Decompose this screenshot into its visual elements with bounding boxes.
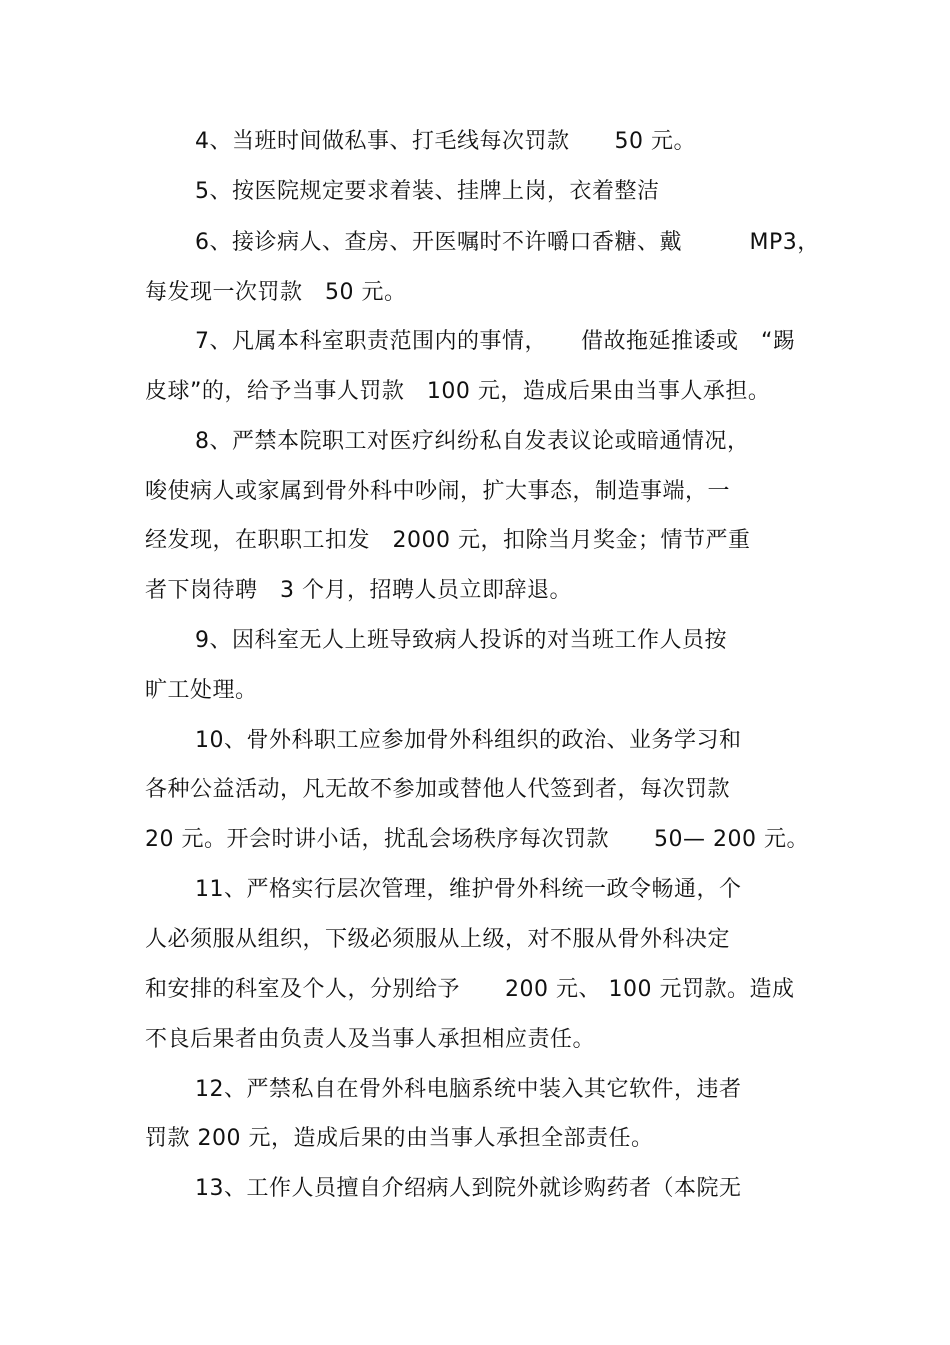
text-line: 不良后果者由负责人及当事人承担相应责任。 bbox=[145, 1027, 596, 1052]
text-line: 和安排的科室及个人，分别给予 200 元、 100 元罚款。造成 bbox=[145, 977, 795, 1002]
text-line: 20 元。开会时讲小话，扰乱会场秩序每次罚款 50— 200 元。 bbox=[145, 827, 809, 852]
text-line: 每发现一次罚款 50 元。 bbox=[145, 280, 407, 305]
text-line: 罚款 200 元，造成后果的由当事人承担全部责任。 bbox=[145, 1126, 654, 1151]
text-line: 12、严禁私自在骨外科电脑系统中装入其它软件，违者 bbox=[195, 1077, 742, 1102]
text-line: 7、凡属本科室职责范围内的事情， 借故拖延推诿或 “踢 bbox=[195, 329, 796, 354]
text-line: 经发现，在职职工扣发 2000 元，扣除当月奖金；情节严重 bbox=[145, 528, 751, 553]
text-line: 皮球”的，给予当事人罚款 100 元，造成后果由当事人承担。 bbox=[145, 379, 771, 404]
text-line: 者下岗待聘 3 个月，招聘人员立即辞退。 bbox=[145, 578, 572, 603]
text-line: 人必须服从组织，下级必须服从上级，对不服从骨外科决定 bbox=[145, 927, 731, 952]
text-line: 6、接诊病人、查房、开医嘱时不许嚼口香糖、戴 MP3， bbox=[195, 230, 820, 255]
text-line: 10、骨外科职工应参加骨外科组织的政治、业务学习和 bbox=[195, 728, 742, 753]
text-line: 旷工处理。 bbox=[145, 678, 258, 703]
text-line: 13、工作人员擅自介绍病人到院外就诊购药者（本院无 bbox=[195, 1176, 742, 1201]
text-line: 各种公益活动，凡无故不参加或替他人代签到者，每次罚款 bbox=[145, 777, 731, 802]
text-line: 唆使病人或家属到骨外科中吵闹，扩大事态，制造事端，一 bbox=[145, 479, 731, 504]
text-line: 5、按医院规定要求着装、挂牌上岗，衣着整洁 bbox=[195, 179, 660, 204]
text-line: 8、严禁本院职工对医疗纠纷私自发表议论或暗通情况， bbox=[195, 429, 750, 454]
text-line: 11、严格实行层次管理，维护骨外科统一政令畅通，个 bbox=[195, 877, 742, 902]
text-line: 4、当班时间做私事、打毛线每次罚款 50 元。 bbox=[195, 129, 696, 154]
text-line: 9、因科室无人上班导致病人投诉的对当班工作人员按 bbox=[195, 628, 727, 653]
